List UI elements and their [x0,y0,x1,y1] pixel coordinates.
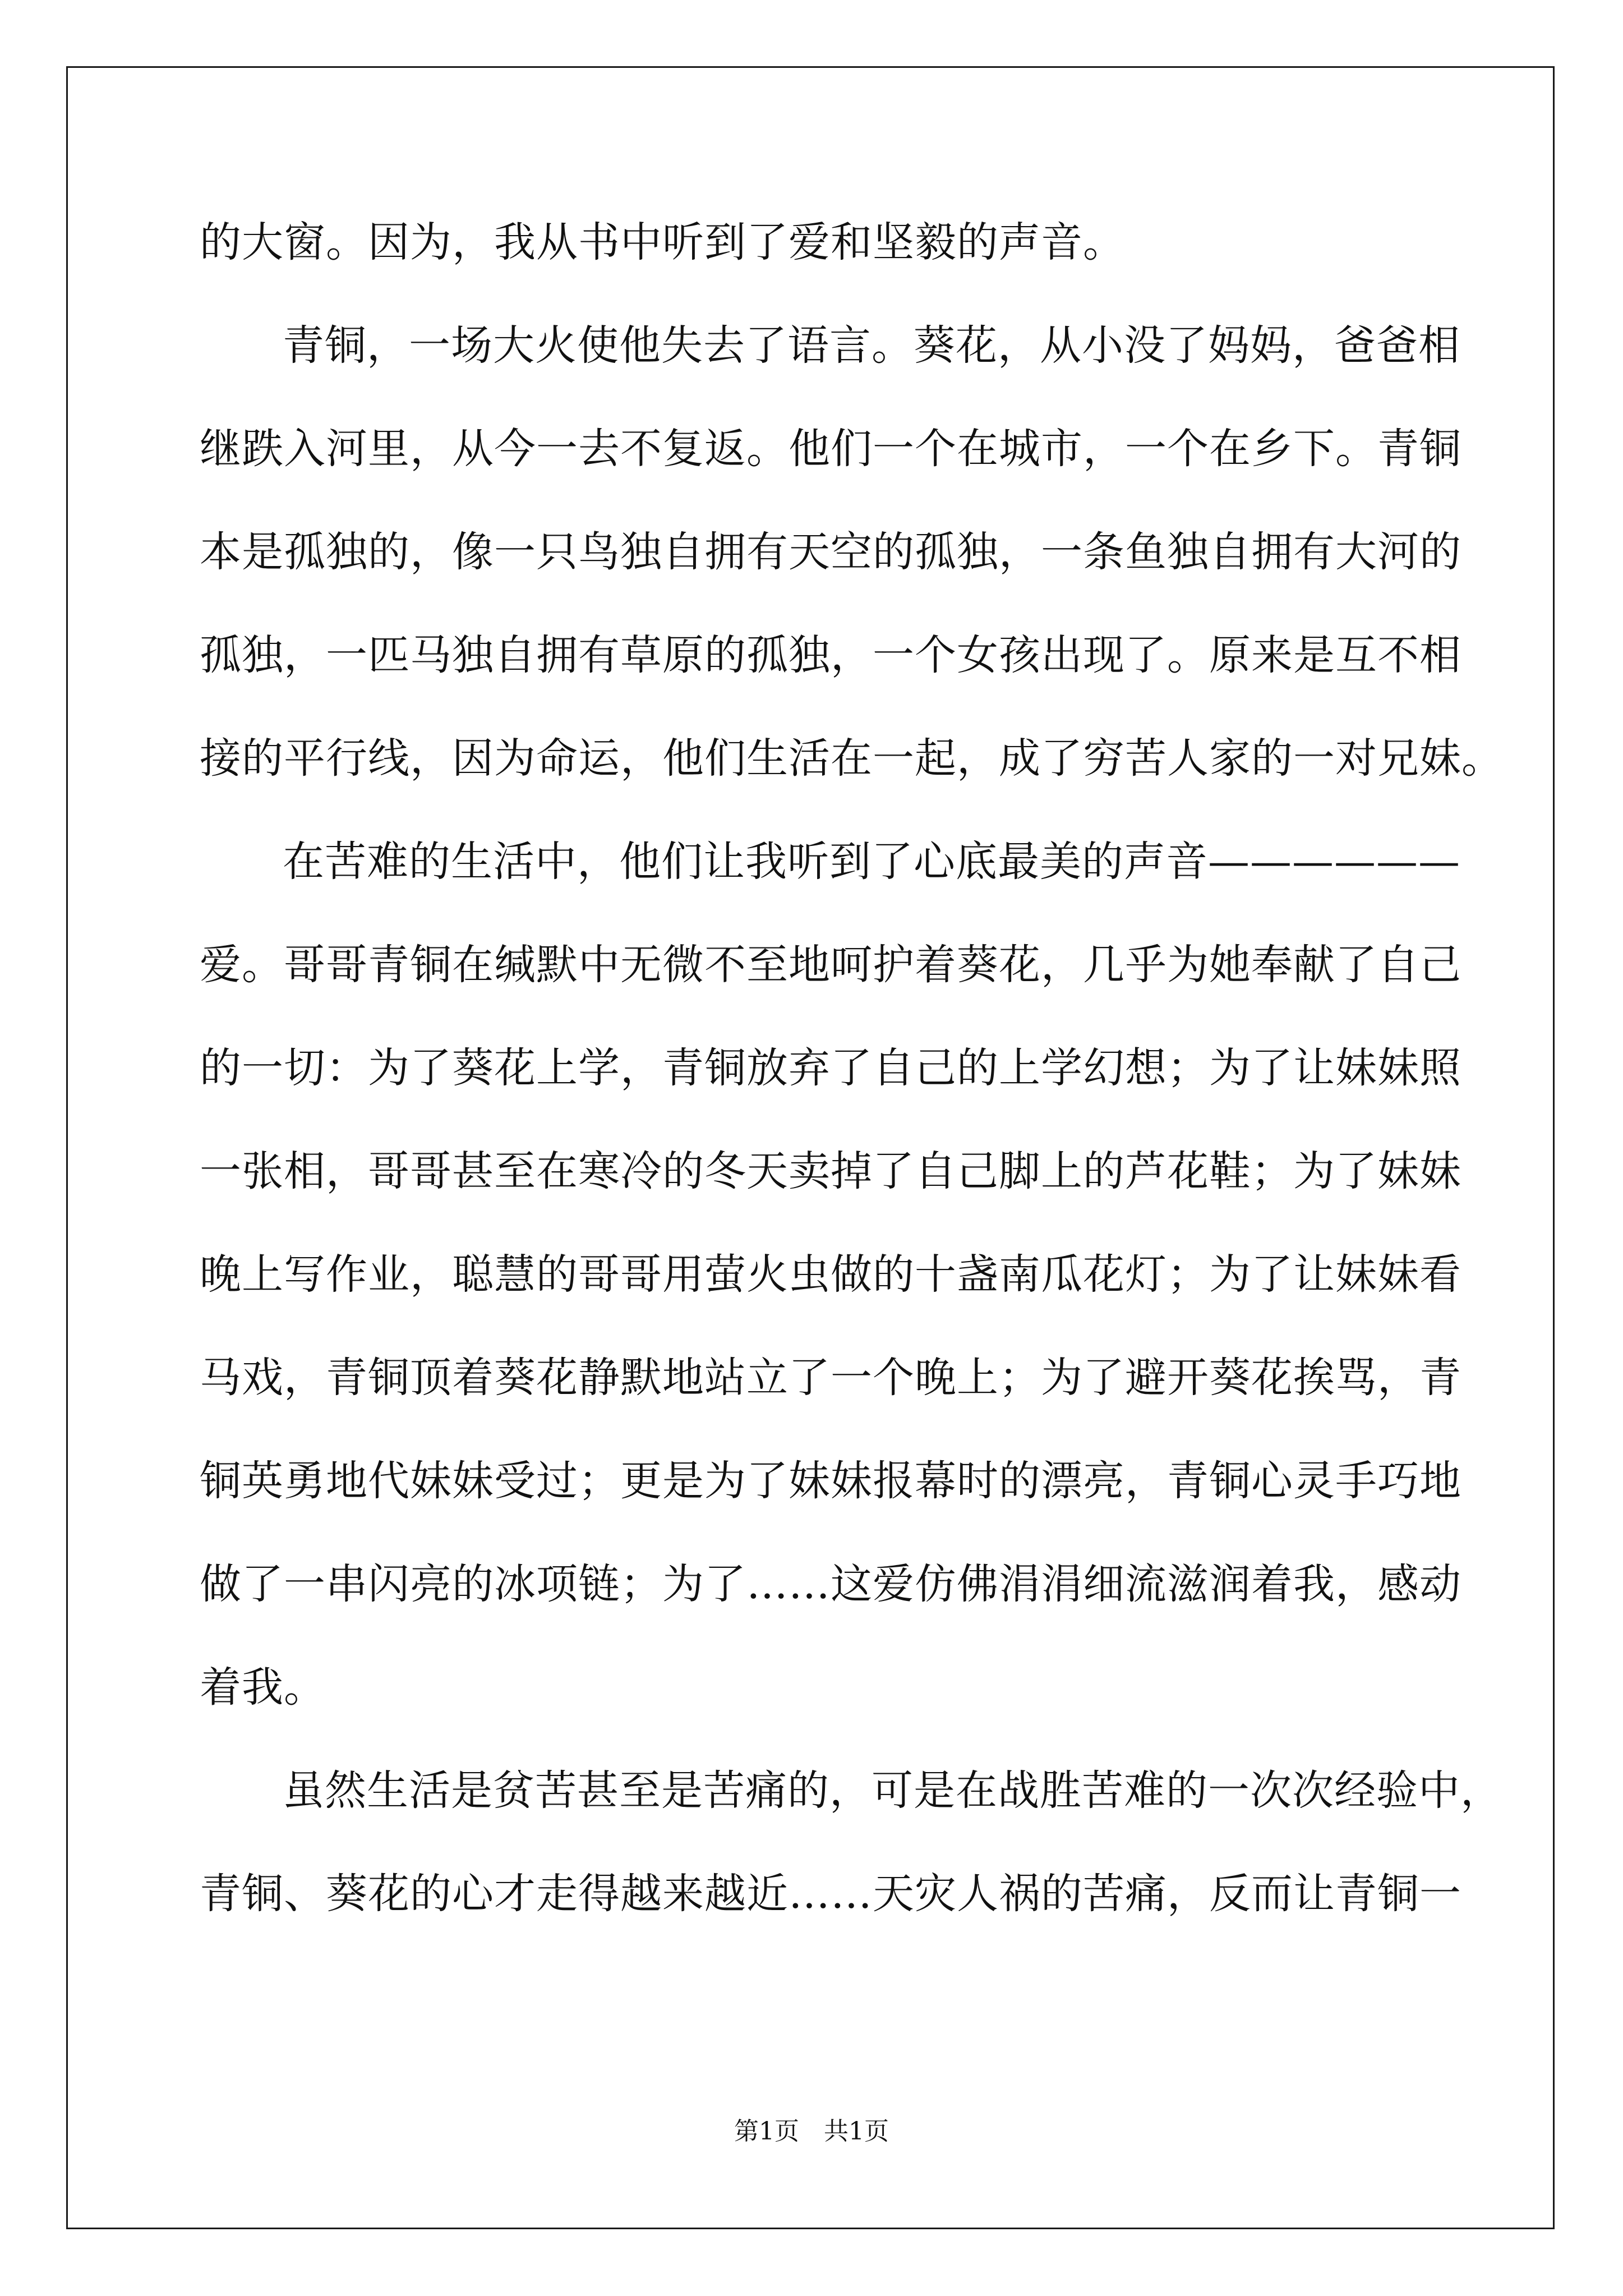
text-line-12: 马戏，青铜顶着葵花静默地站立了一个晚上；为了避开葵花挨骂，青 [200,1354,1461,1402]
text-line-1: 的大窗。因为，我从书中听到了爱和坚毅的声音。 [200,218,1125,266]
text-line-7: 在苦难的生活中，他们让我听到了心底最美的声音—————— [283,838,1460,886]
text-line-3: 继跌入河里，从今一去不复返。他们一个在城市，一个在乡下。青铜 [200,425,1461,473]
text-line-2: 青铜，一场大火使他失去了语言。葵花，从小没了妈妈，爸爸相 [283,321,1460,370]
text-line-16: 虽然生活是贫苦甚至是苦痛的，可是在战胜苦难的一次次经验中， [283,1766,1502,1815]
text-line-4: 本是孤独的，像一只鸟独自拥有天空的孤独，一条鱼独自拥有大河的 [200,528,1461,576]
text-line-14: 做了一串闪亮的冰项链；为了……这爱仿佛涓涓细流滋润着我，感动 [200,1560,1461,1608]
text-line-8: 爱。哥哥青铜在缄默中无微不至地呵护着葵花，几乎为她奉献了自己 [200,941,1461,989]
text-line-5: 孤独，一匹马独自拥有草原的孤独，一个女孩出现了。原来是互不相 [200,631,1461,679]
text-line-13: 铜英勇地代妹妹受过；更是为了妹妹报幕时的漂亮，青铜心灵手巧地 [200,1457,1461,1505]
page-number: 第1页 [734,2117,799,2146]
page-total: 共1页 [824,2117,889,2146]
text-line-15: 着我。 [200,1663,326,1711]
text-line-17: 青铜、葵花的心才走得越来越近……天灾人祸的苦痛，反而让青铜一 [200,1870,1461,1918]
page-footer [0,2115,1623,2148]
text-line-6: 接的平行线，因为命运，他们生活在一起，成了穷苦人家的一对兄妹。 [200,734,1504,783]
text-line-10: 一张相，哥哥甚至在寒冷的冬天卖掉了自己脚上的芦花鞋；为了妹妹 [200,1147,1461,1195]
text-line-11: 晚上写作业，聪慧的哥哥用萤火虫做的十盏南瓜花灯；为了让妹妹看 [200,1250,1461,1299]
text-line-9: 的一切：为了葵花上学，青铜放弃了自己的上学幻想；为了让妹妹照 [200,1044,1461,1092]
